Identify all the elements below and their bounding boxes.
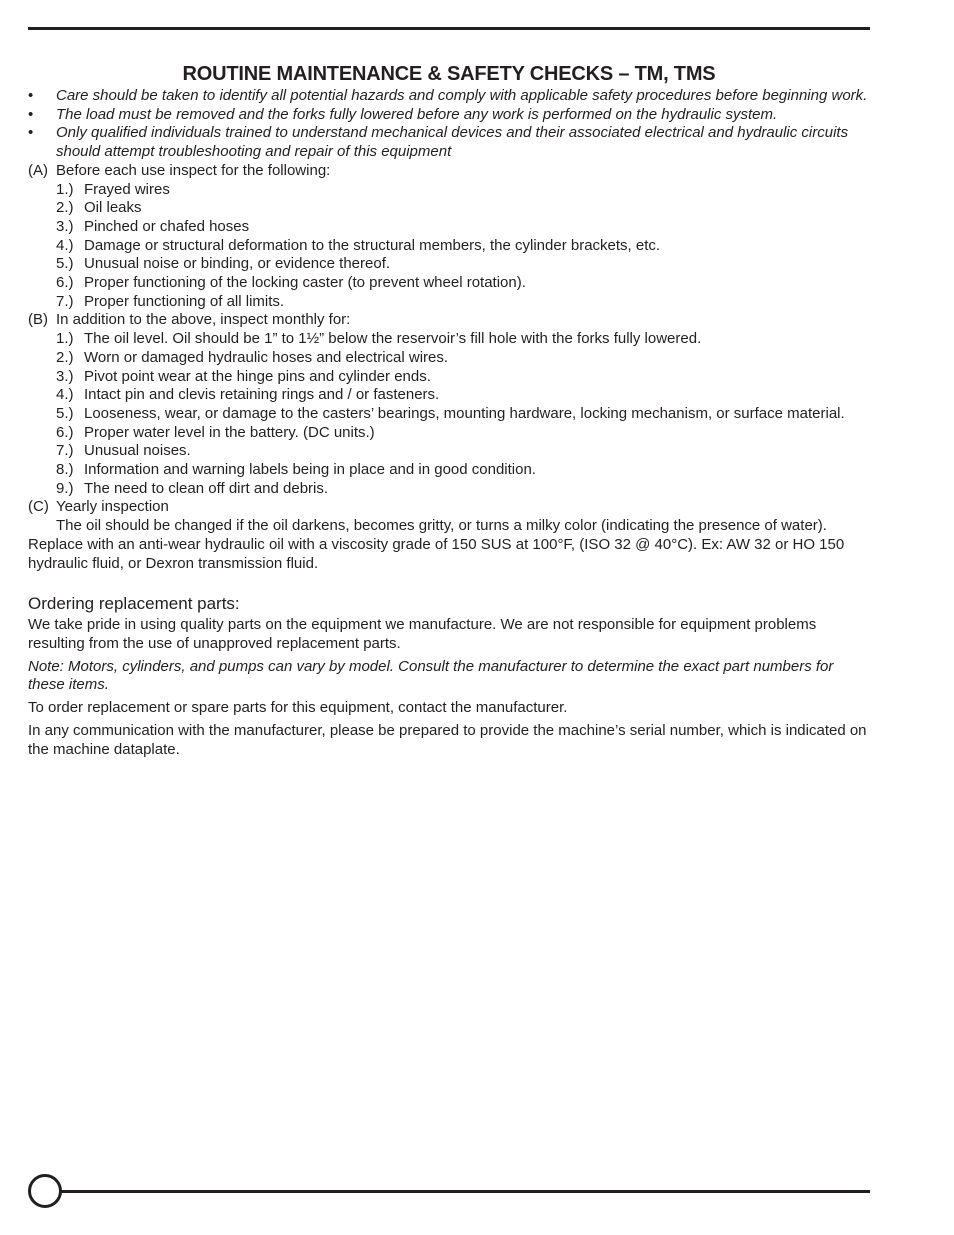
list-item — [28, 386, 873, 405]
section-b-heading — [28, 311, 873, 330]
item-number: 7.) — [56, 292, 74, 310]
ordering-note: Note: Motors, cylinders, and pumps can vary by model. Consult the manufacturer to determine the exact part numbers for these items. — [28, 657, 834, 694]
page-title: ROUTINE MAINTENANCE & SAFETY CHECKS – TM, TMS — [182, 63, 716, 85]
item-text: Proper functioning of the locking caster (to prevent wheel rotation). — [84, 274, 526, 292]
section-heading-text: Before each use inspect for the following: — [56, 161, 331, 179]
top-rule — [28, 27, 870, 30]
bullet-icon: • — [28, 105, 34, 123]
list-item — [28, 199, 873, 218]
item-text: Looseness, wear, or damage to the casters’ bearings, mounting hardware, locking mechanism, or surface material. — [84, 404, 845, 422]
item-text: The need to clean off dirt and debris. — [84, 479, 329, 497]
item-number: 3.) — [56, 217, 74, 235]
list-item — [28, 255, 873, 274]
item-text: Intact pin and clevis retaining rings and / or fasteners. — [84, 386, 440, 404]
ordering-heading: Ordering replacement parts: — [28, 594, 240, 614]
item-text: Frayed wires — [84, 180, 170, 198]
item-text: Proper functioning of all limits. — [84, 292, 285, 310]
list-item — [28, 237, 873, 256]
section-label: (C) — [28, 498, 49, 516]
item-number: 5.) — [56, 255, 74, 273]
bottom-rule — [58, 1190, 870, 1193]
bullet-icon: • — [28, 87, 34, 104]
document-body — [28, 87, 873, 759]
item-text: Pinched or chafed hoses — [84, 217, 250, 235]
list-item — [28, 293, 873, 312]
safety-bullet — [28, 106, 873, 125]
item-number: 6.) — [56, 423, 74, 441]
list-item — [28, 349, 873, 368]
list-item — [28, 218, 873, 237]
item-text: Worn or damaged hydraulic hoses and electrical wires. — [84, 348, 449, 366]
item-number: 7.) — [56, 442, 74, 460]
list-item — [28, 330, 873, 349]
item-text: Information and warning labels being in place and in good condition. — [84, 461, 536, 479]
list-item — [28, 480, 873, 499]
item-text: Oil leaks — [84, 199, 142, 217]
bullet-text: Care should be taken to identify all potential hazards and comply with applicable safety procedures before beginning work. — [56, 87, 868, 104]
safety-bullet — [28, 124, 873, 161]
section-heading-text: In addition to the above, inspect monthly for: — [56, 311, 351, 329]
list-item — [28, 461, 873, 480]
ordering-paragraph: To order replacement or spare parts for this equipment, contact the manufacturer. — [28, 699, 568, 717]
item-text: Unusual noises. — [84, 442, 191, 460]
item-number: 2.) — [56, 199, 74, 217]
list-item — [28, 274, 873, 293]
item-number: 3.) — [56, 367, 74, 385]
item-number: 6.) — [56, 274, 74, 292]
bullet-icon: • — [28, 124, 34, 142]
section-heading-text: Yearly inspection — [56, 498, 169, 516]
item-text: Unusual noise or binding, or evidence thereof. — [84, 255, 391, 273]
section-label: (A) — [28, 161, 48, 179]
item-text: Proper water level in the battery. (DC units.) — [84, 423, 375, 441]
item-number: 5.) — [56, 404, 74, 422]
item-text: The oil level. Oil should be 1” to 1½” below the reservoir’s fill hole with the forks fully lowered. — [84, 330, 702, 348]
safety-bullet — [28, 87, 873, 106]
list-item — [28, 405, 873, 424]
item-number: 2.) — [56, 348, 74, 366]
item-number: 9.) — [56, 479, 74, 497]
item-number: 8.) — [56, 461, 74, 479]
section-c-body: The oil should be changed if the oil darkens, becomes gritty, or turns a milky color (indicating the presence of water). Replace with an anti-wear hydraulic oil with a viscosity grade of 150 SUS at 100°F, (ISO 32 @ 40°C). Ex: AW 32 or HO 150 hydraulic fluid, or Dexron transmission fluid. — [28, 517, 845, 572]
section-a-heading — [28, 162, 873, 181]
list-item — [28, 181, 873, 200]
ordering-paragraph: In any communication with the manufacturer, please be prepared to provide the machine’s serial number, which is indicated on the machine dataplate. — [28, 721, 867, 758]
section-c-heading — [28, 498, 873, 517]
bullet-text: The load must be removed and the forks fully lowered before any work is performed on the hydraulic system. — [56, 105, 778, 123]
bullet-text: Only qualified individuals trained to understand mechanical devices and their associated electrical and hydraulic circuits should attempt troubleshooting and repair of this equipment — [56, 124, 849, 161]
item-number: 1.) — [56, 330, 74, 348]
list-item — [28, 424, 873, 443]
section-label: (B) — [28, 311, 48, 329]
item-number: 4.) — [56, 236, 74, 254]
item-number: 1.) — [56, 180, 74, 198]
ordering-paragraph: We take pride in using quality parts on the equipment we manufacture. We are not responsible for equipment problems resulting from the use of unapproved replacement parts. — [28, 616, 817, 652]
item-number: 4.) — [56, 386, 74, 404]
item-text: Pivot point wear at the hinge pins and cylinder ends. — [84, 367, 431, 385]
page-number-circle — [28, 1174, 62, 1208]
list-item — [28, 442, 873, 461]
item-text: Damage or structural deformation to the structural members, the cylinder brackets, etc. — [84, 236, 661, 254]
list-item — [28, 368, 873, 387]
